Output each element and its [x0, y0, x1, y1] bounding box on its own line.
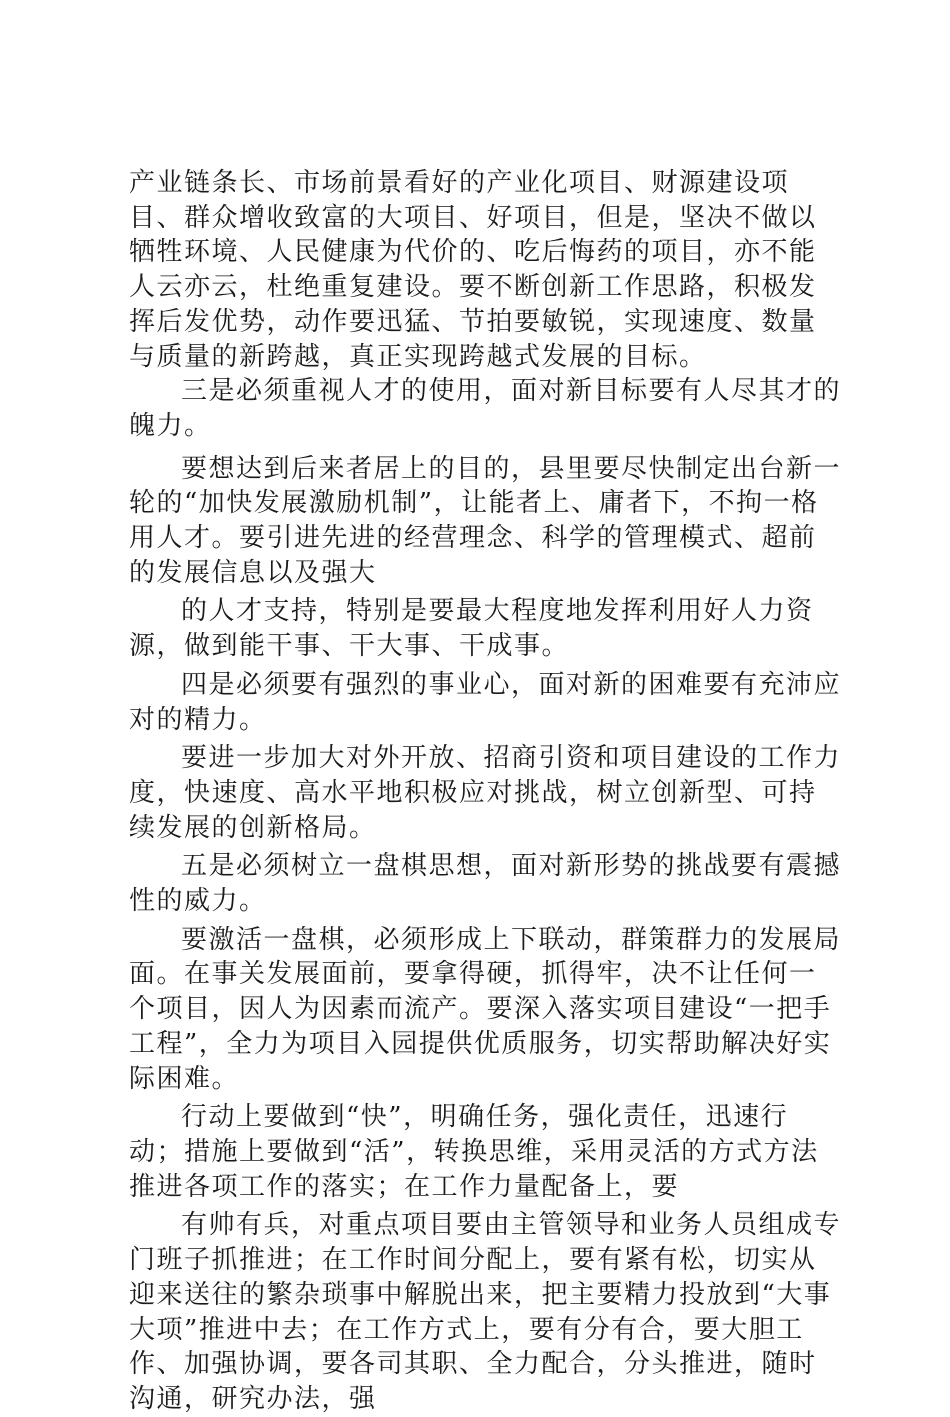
paragraph-3: 要想达到后来者居上的目的，县里要尽快制定出台新一轮的“加快发展激励机制”，让能者上、庸者下，不拘一格用人才。要引进先进的经营理念、科学的管理模式、超前的发展信息以及强大 [129, 453, 842, 588]
paragraph-5: 四是必须要有强烈的事业心，面对新的困难要有充沛应对的精力。 [129, 669, 842, 735]
paragraph-2: 三是必须重视人才的使用，面对新目标要有人尽其才的魄力。 [129, 376, 842, 441]
paragraph-8: 要激活一盘棋，必须形成上下联动，群策群力的发展局面。在事关发展面前，要拿得硬，抓得牢，决不让任何一个项目，因人为因素而流产。要深入落实项目建设“一把手工程”，全力为项目入园提供优质服务，切实帮助解决好实际困难。 [129, 924, 842, 1094]
paragraph-4: 的人才支持，特别是要最大程度地发挥利用好人力资源，做到能干事、干大事、干成事。 [129, 596, 814, 662]
document-body [129, 166, 841, 1417]
paragraph-9: 行动上要做到“快”，明确任务，强化责任，迅速行动；措施上要做到“活”，转换思维，采用灵活的方式方法推进各项工作的落实；在工作力量配备上，要 [129, 1102, 819, 1202]
paragraph-6: 要进一步加大对外开放、招商引资和项目建设的工作力度，快速度、高水平地积极应对挑战，树立创新型、可持续发展的创新格局。 [129, 743, 842, 843]
paragraph-10: 有帅有兵，对重点项目要由主管领导和业务人员组成专门班子抓推进；在工作时间分配上，要有紧有松，切实从迎来送往的繁杂琐事中解脱出来，把主要精力投放到“大事大项”推进中去；在工作方式上，要有分有合，要大胆工作、加强协调，要各司其职、全力配合，分头推进，随时沟通，研究办法，强 [129, 1210, 842, 1414]
paragraph-7: 五是必须树立一盘棋思想，面对新形势的挑战要有震撼性的威力。 [129, 851, 842, 917]
paragraph-1: 产业链条长、市场前景看好的产业化项目、财源建设项目、群众增收致富的大项目、好项目，但是，坚决不做以牺牲环境、人民健康为代价的、吃后悔药的项目，亦不能人云亦云，杜绝重复建设。要不断创新工作思路，积极发挥后发优势，动作要迅猛、节拍要敏锐，实现速度、数量与质量的新跨越，真正实现跨越式发展的目标。 [129, 168, 817, 372]
